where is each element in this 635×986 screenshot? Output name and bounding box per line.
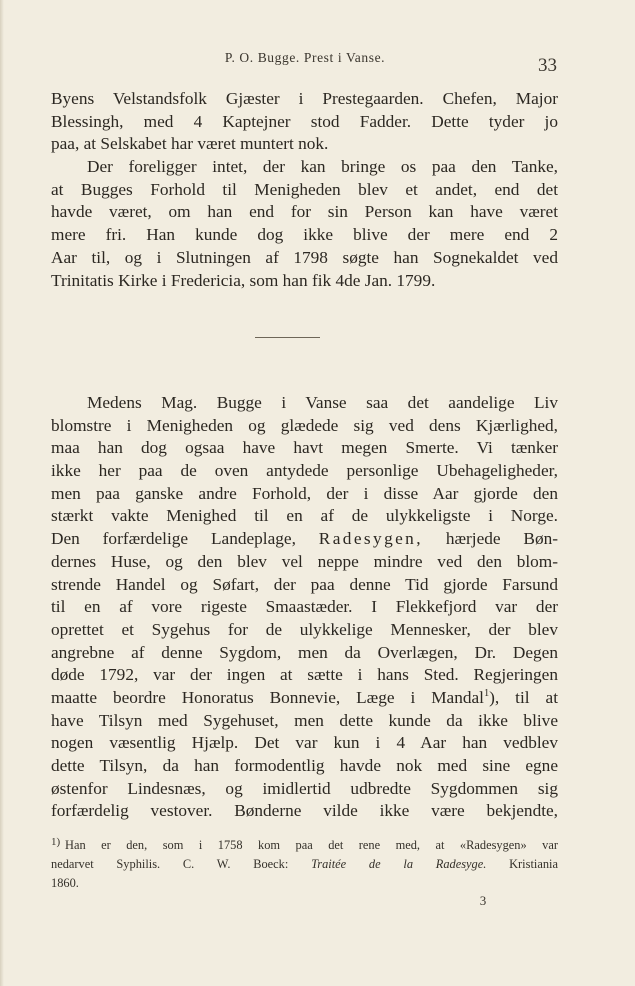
- section-divider: [255, 337, 320, 338]
- text-line: dette Tilsyn, da han formodentlig havde nok med sine egne: [51, 756, 558, 775]
- text-segment: hærjede Bøn-: [445, 529, 558, 549]
- text-line: at Bugges Forhold til Menigheden blev et andet, end det: [51, 179, 558, 199]
- text-segment: maatte beordre Honoratus Bonnevie, Læge i Mandal: [51, 687, 484, 707]
- page-edge: [0, 0, 4, 986]
- text-line: stærkt vakte Menighed til en af de ulykkeligste i Norge.: [51, 506, 558, 526]
- paragraph-main: [51, 392, 558, 823]
- text-line: nogen væsentlig Hjælp. Det var kun i 4 Aar han vedblev: [51, 733, 558, 753]
- text-line: østenfor Lindesnæs, og imidlertid udbredte Sygdommen sig: [51, 778, 558, 798]
- text-segment: ), til at: [489, 687, 558, 707]
- text-line: angrebne af denne Sygdom, men da Overlægen, Dr. Degen: [51, 642, 558, 662]
- text-line: oprettet et Sygehus for de ulykkelige Mennesker, der blev: [51, 619, 558, 639]
- text-line: Blessingh, med 4 Kaptejner stod Fadder. Dette tyder jo: [51, 111, 558, 131]
- text-line: forfærdelig vestover. Bønderne vilde ikke være bekjendte,: [51, 801, 558, 821]
- text-segment: Kristiania: [509, 857, 558, 871]
- text-line: Trinitatis Kirke i Fredericia, som han fik 4de Jan. 1799.: [51, 270, 436, 290]
- text-line: døde 1792, var der ingen at sætte i hans Sted. Regjeringen: [51, 665, 558, 685]
- text-line-spaced: [51, 528, 558, 551]
- footnote-marker: 1): [51, 836, 61, 848]
- text-line: paa, at Selskabet har været muntert nok.: [51, 134, 329, 154]
- text-line: til en af vore rigeste Smaastæder. I Flekkefjord var der: [51, 597, 558, 617]
- footnote-line: Han er den, som i 1758 kom paa det rene med, at «Radesygen» var: [65, 838, 558, 852]
- emphasized-word: Radesygen,: [318, 529, 423, 549]
- footnote-line: [51, 855, 558, 874]
- text-line-footnote-ref: [51, 687, 558, 710]
- text-line: men paa ganske andre Forhold, der i disse Aar gjorde den: [51, 483, 558, 503]
- text-line: Byens Velstandsfolk Gjæster i Prestegaarden. Chefen, Major: [51, 89, 558, 108]
- signature-mark: 3: [479, 893, 487, 908]
- paragraphs-top: [51, 88, 558, 292]
- text-line: have Tilsyn med Sygehuset, men dette kunde da ikke blive: [51, 710, 558, 730]
- text-line: Aar til, og i Slutningen af 1798 søgte han Sognekaldet ved: [51, 247, 558, 267]
- text-line: havde været, om han end for sin Person kan have været: [51, 202, 558, 222]
- text-line: Der foreligger intet, der kan bringe os paa den Tanke,: [87, 157, 558, 177]
- cited-title: Traitée de la Radesyge.: [311, 857, 487, 871]
- text-line: ikke her paa de oven antydede personlige Ubehageligheder,: [51, 461, 558, 481]
- page-number: 33: [538, 55, 557, 76]
- text-line: maa han dog ogsaa have havt megen Smerte. Vi tænker: [51, 438, 558, 458]
- footnote: [51, 836, 558, 893]
- text-line: strende Handel og Søfart, der paa denne Tid gjorde Farsund: [51, 574, 558, 594]
- text-line: mere fri. Han kunde dog ikke blive der mere end 2: [51, 225, 558, 245]
- text-line: dernes Huse, og den blev vel neppe mindre ved den blom-: [51, 551, 558, 571]
- text-line: Medens Mag. Bugge i Vanse saa det aandelige Liv: [87, 393, 558, 412]
- running-head: P. O. Bugge. Prest i Vanse.: [224, 50, 386, 65]
- footnote-line: 1860.: [51, 876, 79, 890]
- footnote-reference[interactable]: 1: [483, 688, 490, 700]
- text-segment: Den forfærdelige Landeplage,: [51, 529, 296, 549]
- text-line: blomstre i Menigheden og glædede sig ved dens Kjærlighed,: [51, 415, 558, 435]
- text-segment: nedarvet Syphilis. C. W. Boeck:: [51, 857, 289, 871]
